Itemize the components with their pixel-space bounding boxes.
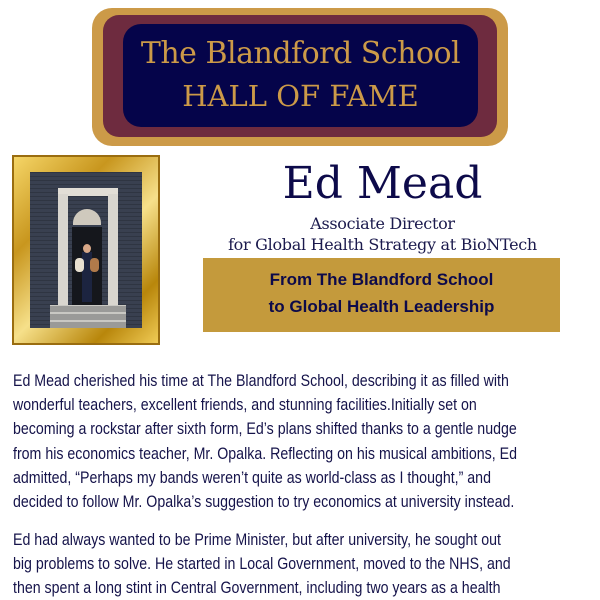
banner-maroon-border [103, 15, 497, 137]
role-line-1: Associate Director [310, 214, 455, 233]
hall-of-fame-banner [92, 8, 508, 146]
role-line-2: for Global Health Strategy at BioNTech [228, 235, 537, 254]
body-line: from his economics teacher, Mr. Opalka. Reflecting on his musical ambitions, Ed [13, 445, 517, 463]
gold-picture-frame [12, 155, 160, 345]
body-line: big problems to solve. He started in Local Government, moved to the NHS, and [13, 555, 511, 573]
portrait-photo [30, 172, 142, 328]
body-line: Ed had always wanted to be Prime Minister, but after university, he sought out [13, 531, 501, 549]
headline-box [203, 258, 560, 332]
banner-school-name: The Blandford School [140, 36, 461, 71]
body-line: then spent a long stint in Central Government, including two years as a health [13, 579, 501, 597]
body-line: Ed Mead cherished his time at The Blandford School, describing it as filled with [13, 372, 509, 390]
headline-line-1: From The Blandford School [269, 270, 494, 289]
body-line: decided to follow Mr. Opalka’s suggestion to try economics at university instead. [13, 493, 515, 511]
person-name: Ed Mead [282, 158, 483, 209]
headline-line-2: to Global Health Leadership [268, 297, 495, 316]
body-line: becoming a rockstar after sixth form, Ed’s plans shifted thanks to a gentle nudge [13, 420, 517, 438]
banner-hall-of-fame: HALL OF FAME [182, 79, 419, 113]
body-line: admitted, “Perhaps my bands weren’t quite as world-class as I thought,” and [13, 469, 491, 487]
banner-panel [123, 24, 478, 127]
body-line: wonderful teachers, excellent friends, and stunning facilities.Initially set on [13, 396, 477, 414]
